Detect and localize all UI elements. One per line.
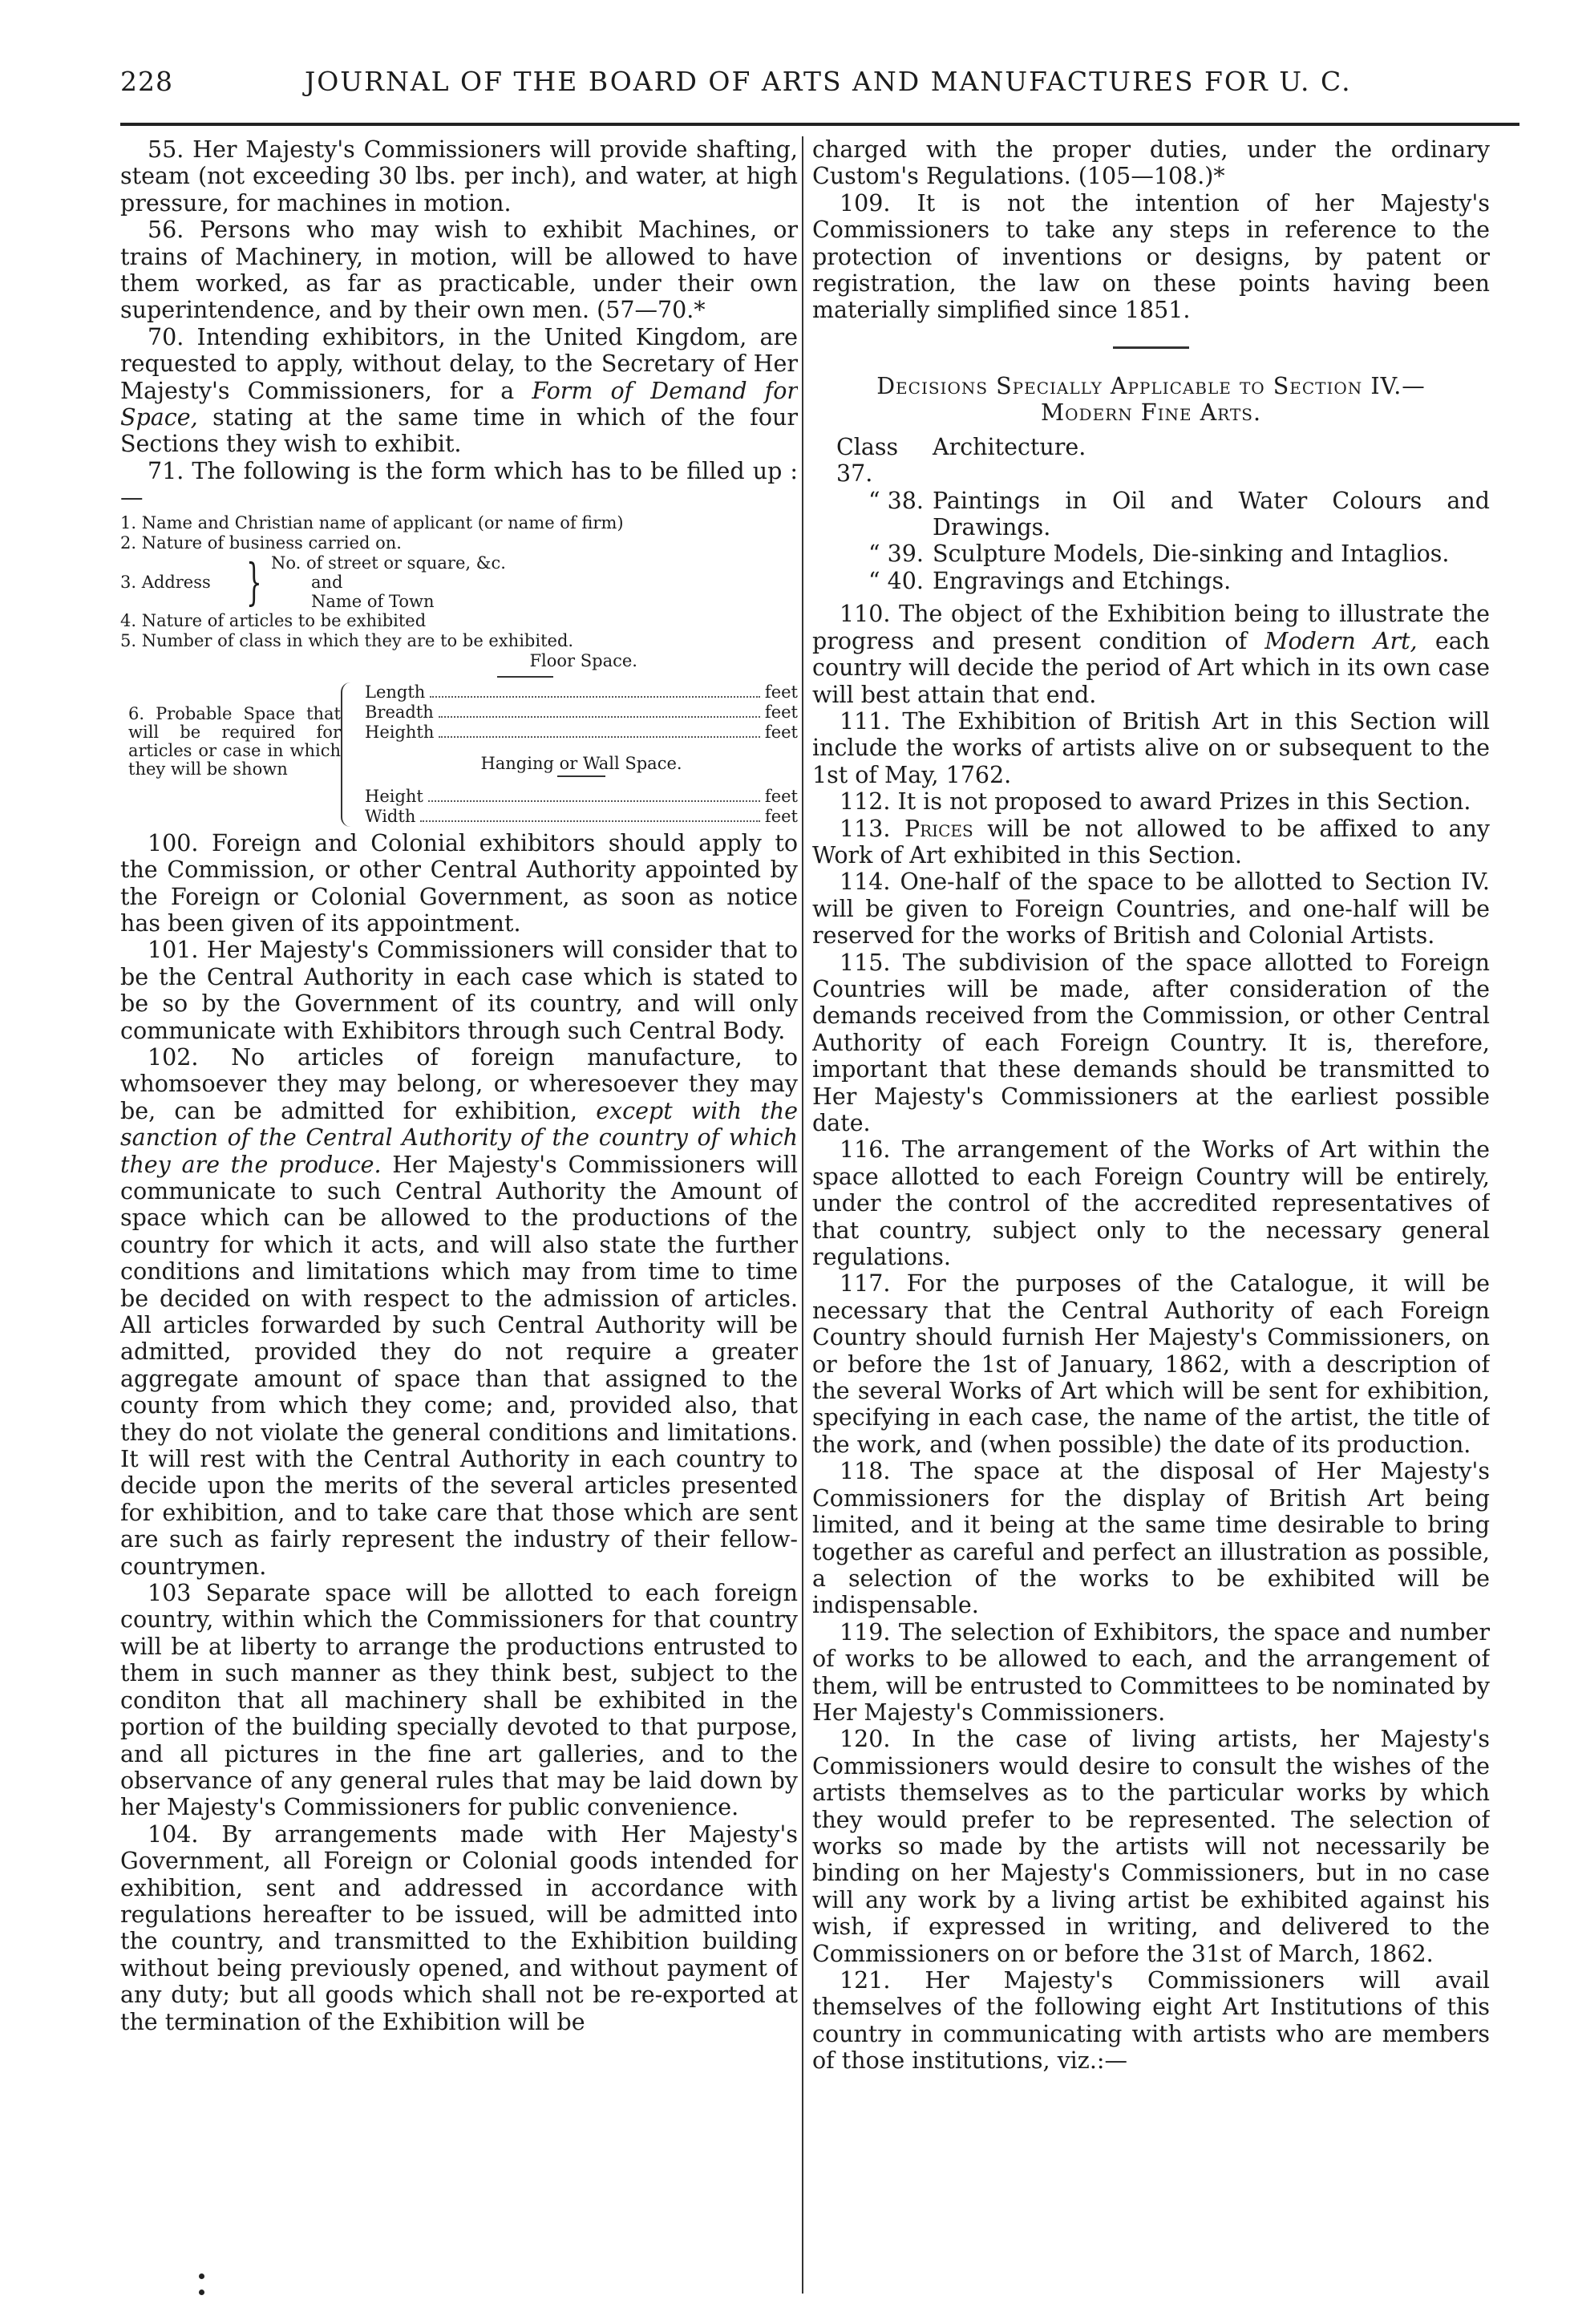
hanging-space-rule <box>557 775 605 777</box>
paragraph-114: 114. One-half of the space to be allotted to Section IV. will be given to Foreign Countries, and one-half will be reserved for the works of British and Colonial Artists. <box>812 868 1490 949</box>
paragraph-120: 120. In the case of living artists, her Majesty's Commissioners would desire to consult the wishes of the artists themselves as to the particular works by which they would prefer to be represented. The selection of works so made by the artists will not necessarily be binding on her Majesty's Commissioners, but in no case will any work by a living artist be exhibited against his wish, if expressed in writing, and delivered to the Commissioners on or before the 31st of March, 1862. <box>812 1726 1490 1967</box>
paragraph-71: 71. The following is the form which has to be filled up :— <box>120 457 798 512</box>
feet-label: feet <box>764 806 798 826</box>
form-item-4: 4. Nature of articles to be exhibited <box>120 610 427 630</box>
paragraph-112: 112. It is not proposed to award Prizes in this Section. <box>840 788 1471 816</box>
ink-speck <box>199 2290 204 2295</box>
paragraph-70-text-b: stating at the same time in which of the four Sections they wish to exhibit. <box>120 404 798 458</box>
paragraph-110 <box>812 601 1490 708</box>
paragraph-113-text-a: 113. <box>840 815 904 842</box>
paragraph-111: 111. The Exhibition of British Art in this Section will include the works of artists alive on or subsequent to the 1st of May, 1762. <box>812 707 1490 788</box>
height-field <box>365 787 798 807</box>
paragraph-110-text-b: each country will decide the period of Art which in its own case will best attain that end. <box>812 627 1490 708</box>
form-item-5: 5. Number of class in which they are to be exhibited. <box>120 630 574 650</box>
paragraph-70-text-a: 70. Intending exhibitors, in the United Kingdom, are requested to apply, without delay, to the Secretary of Her Majesty's Commissioners, for a <box>120 323 798 404</box>
class-list <box>812 434 1490 594</box>
paragraph-102-italic: except with the sanction of the Central Authority of the country of which they are the produce. <box>120 1097 798 1178</box>
paragraph-109: 109. It is not the intention of her Majesty's Commissioners to take any steps in reference to the protection of inventions or designs, by patent or registration, the law on these points having been materially simplified since 1851. <box>812 189 1490 324</box>
class-item <box>812 434 1490 488</box>
section-heading <box>812 373 1490 426</box>
class-item <box>812 488 1490 541</box>
form-item-6-space <box>120 682 798 827</box>
paragraph-101: 101. Her Majesty's Commissioners will consider that to be the Central Authority in each case which is stated to be so by the Government of its country, and will only communicate with Exhibitors through such Central Body. <box>120 937 798 1044</box>
class-title: Architecture. <box>933 433 1086 460</box>
heighth-label: Heighth <box>365 722 435 742</box>
paragraph-117: 117. For the purposes of the Catalogue, it will be necessary that the Central Authority of each Foreign Country should furnish Her Majesty's Commissioners, on or before the 1st of January, 1862, with a description of the several Works of Art which will be sent for exhibition, specifying in each case, the name of the artist, the title of the work, and (when possible) the date of its production. <box>812 1270 1490 1458</box>
feet-label: feet <box>764 702 798 722</box>
form-item-3-street: No. of street or square, &c. <box>271 553 506 573</box>
class-item <box>812 541 1490 567</box>
form-item-3-label: 3. Address <box>120 572 211 592</box>
paragraph-100: 100. Foreign and Colonial exhibitors should apply to the Commission, or other Central Authority appointed by the Foreign or Colonial Government, as soon as notice has been given of its appointment. <box>120 829 798 937</box>
paragraph-119: 119. The selection of Exhibitors, the space and number of works to be allowed to each, and the arrangement of them, will be entrusted to Committees to be nominated by Her Majesty's Commissioners. <box>812 1618 1490 1726</box>
width-field <box>365 807 798 827</box>
paragraph-103: 103 Separate space will be allotted to each foreign country, within which the Commissioners for that country will be at liberty to arrange the productions entrusted to them in such manner as they think best, subject to the conditon that all machinery shall be exhibited in the portion of the building specially devoted to that purpose, and all pictures in the fine art galleries, and to the observance of any general rules that may be laid down by her Majesty's Commissioners for public convenience. <box>120 1580 798 1821</box>
section-heading-line-2: Modern Fine Arts. <box>1040 399 1262 426</box>
width-label: Width <box>365 806 416 826</box>
class-number: “ 39. <box>868 541 924 568</box>
form-item-3-and: and <box>311 572 343 592</box>
paragraph-56: 56. Persons who may wish to exhibit Machines, or trains of Machinery, in motion, will be allowed to have them worked, as far as practicable, under their own superintendence, and by their own men. (57—70.* <box>120 217 798 324</box>
column-divider <box>802 136 803 2294</box>
demand-for-space-form <box>120 513 798 827</box>
form-item-1: 1. Name and Christian name of applicant (or name of firm) <box>120 512 624 532</box>
paragraph-70 <box>120 324 798 458</box>
form-item-3-town: Name of Town <box>311 591 435 611</box>
floor-space-rule <box>497 676 553 678</box>
class-item <box>812 568 1490 594</box>
paragraph-104: 104. By arrangements made with Her Majesty's Government, all Foreign or Colonial goods intended for exhibition, sent and addressed in accordance with regulations hereafter to be issued, will be admitted into the country, and transmitted to the Exhibition building without being previously opened, and without payment of any duty; but all goods which shall not be re-exported at the termination of the Exhibition will be <box>120 1820 798 2035</box>
form-item-6-label: 6. Probable Space that will be required for articles or case in which they will be shown <box>128 703 341 779</box>
paragraph-118: 118. The space at the disposal of Her Majesty's Commissioners for the display of British Art being limited, and it being at the same time desirable to bring together as careful and perfect an illustration as possible, a selection of the works to be exhibited will be indispensable. <box>812 1458 1490 1619</box>
paragraph-110-italic: Modern Art, <box>1264 627 1418 654</box>
brace-icon <box>341 682 358 827</box>
left-column <box>120 136 798 2302</box>
paragraph-102 <box>120 1044 798 1580</box>
breadth-field <box>365 702 798 723</box>
paragraph-116: 116. The arrangement of the Works of Art within the space allotted to each Foreign Country will be entirely, under the control of the accredited representatives of that country, subject only to the necessary general regulations. <box>812 1136 1490 1271</box>
height-label: Height <box>365 786 423 806</box>
class-number: Class 37. <box>836 433 899 488</box>
feet-label: feet <box>764 682 798 702</box>
section-separator <box>1113 346 1189 349</box>
brace-icon: } <box>246 552 262 611</box>
paragraph-104-continued: charged with the proper duties, under the ordinary Custom's Regulations. (105—108.)* <box>812 136 1490 190</box>
header-rule <box>120 123 1519 126</box>
page-header <box>120 66 1519 114</box>
heighth-field <box>365 723 798 743</box>
paragraph-113 <box>812 816 1490 869</box>
breadth-label: Breadth <box>365 702 434 722</box>
ink-speck <box>199 2273 204 2279</box>
class-number: “ 38. <box>868 487 924 514</box>
running-title: JOURNAL OF THE BOARD OF ARTS AND MANUFACTURES FOR U. C. <box>305 66 1352 97</box>
hanging-space-title: Hanging or Wall Space. <box>480 753 682 773</box>
paragraph-102-text-b: Her Majesty's Commissioners will communicate to such Central Authority the Amount of space which can be allowed to the productions of the country for which it acts, and will also state the further conditions and limitations which may from time to time be decided on with respect to the admission of articles. All articles forwarded by such Central Authority will be admitted, provided they do not require a greater aggregate amount of space than that assigned to the county from which they come; and, provided also, that they do not violate the general conditions and limitations. It will rest with the Central Authority in each country to decide upon the merits of the several articles presented for exhibition, and to take care that those which are sent are such as fairly represent the industry of their fellow-countrymen. <box>120 1151 798 1580</box>
floor-space-title: Floor Space. <box>529 650 637 670</box>
paragraph-102-text-a: 102. No articles of foreign manufacture, to whomsoever they may belong, or wheresoever they may be, can be admitted for exhibition, <box>120 1043 798 1124</box>
feet-label: feet <box>764 786 798 806</box>
page-number: 228 <box>120 66 173 97</box>
section-heading-line-1: Decisions Specially Applicable to Section IV.— <box>876 372 1426 399</box>
length-label: Length <box>365 682 426 702</box>
paragraph-110-text-a: 110. The object of the Exhibition being to illustrate the progress and present condition of <box>812 601 1490 654</box>
length-field <box>365 682 798 702</box>
paragraph-70-italic: Form of Demand for Space, <box>120 377 798 431</box>
class-title: Engravings and Etchings. <box>933 567 1232 594</box>
paragraph-113-smallcaps: Prices <box>904 815 973 842</box>
class-number: “ 40. <box>868 567 924 594</box>
class-title: Sculpture Models, Die-sinking and Intaglios. <box>933 541 1450 568</box>
paragraph-115: 115. The subdivision of the space allotted to Foreign Countries will be made, after consideration of the demands received from the Commission, or other Central Authority of each Foreign Country. It is, therefore, important that these demands should be transmitted to Her Majesty's Commissioners at the earliest possible date. <box>812 949 1490 1136</box>
paragraph-113-text-b: will be not allowed to be affixed to any Work of Art exhibited in this Section. <box>812 815 1490 868</box>
class-title: Paintings in Oil and Water Colours and Drawings. <box>933 487 1490 541</box>
feet-label: feet <box>764 722 798 742</box>
form-item-3-address <box>120 553 798 611</box>
form-item-2: 2. Nature of business carried on. <box>120 532 402 553</box>
right-column <box>812 136 1490 2302</box>
paragraph-55: 55. Her Majesty's Commissioners will provide shafting, steam (not exceeding 30 lbs. per inch), and water, at high pressure, for machines in motion. <box>120 136 798 217</box>
paragraph-121: 121. Her Majesty's Commissioners will avail themselves of the following eight Art Institutions of this country in communicating with artists who are members of those institutions, viz.:— <box>812 1967 1490 2075</box>
